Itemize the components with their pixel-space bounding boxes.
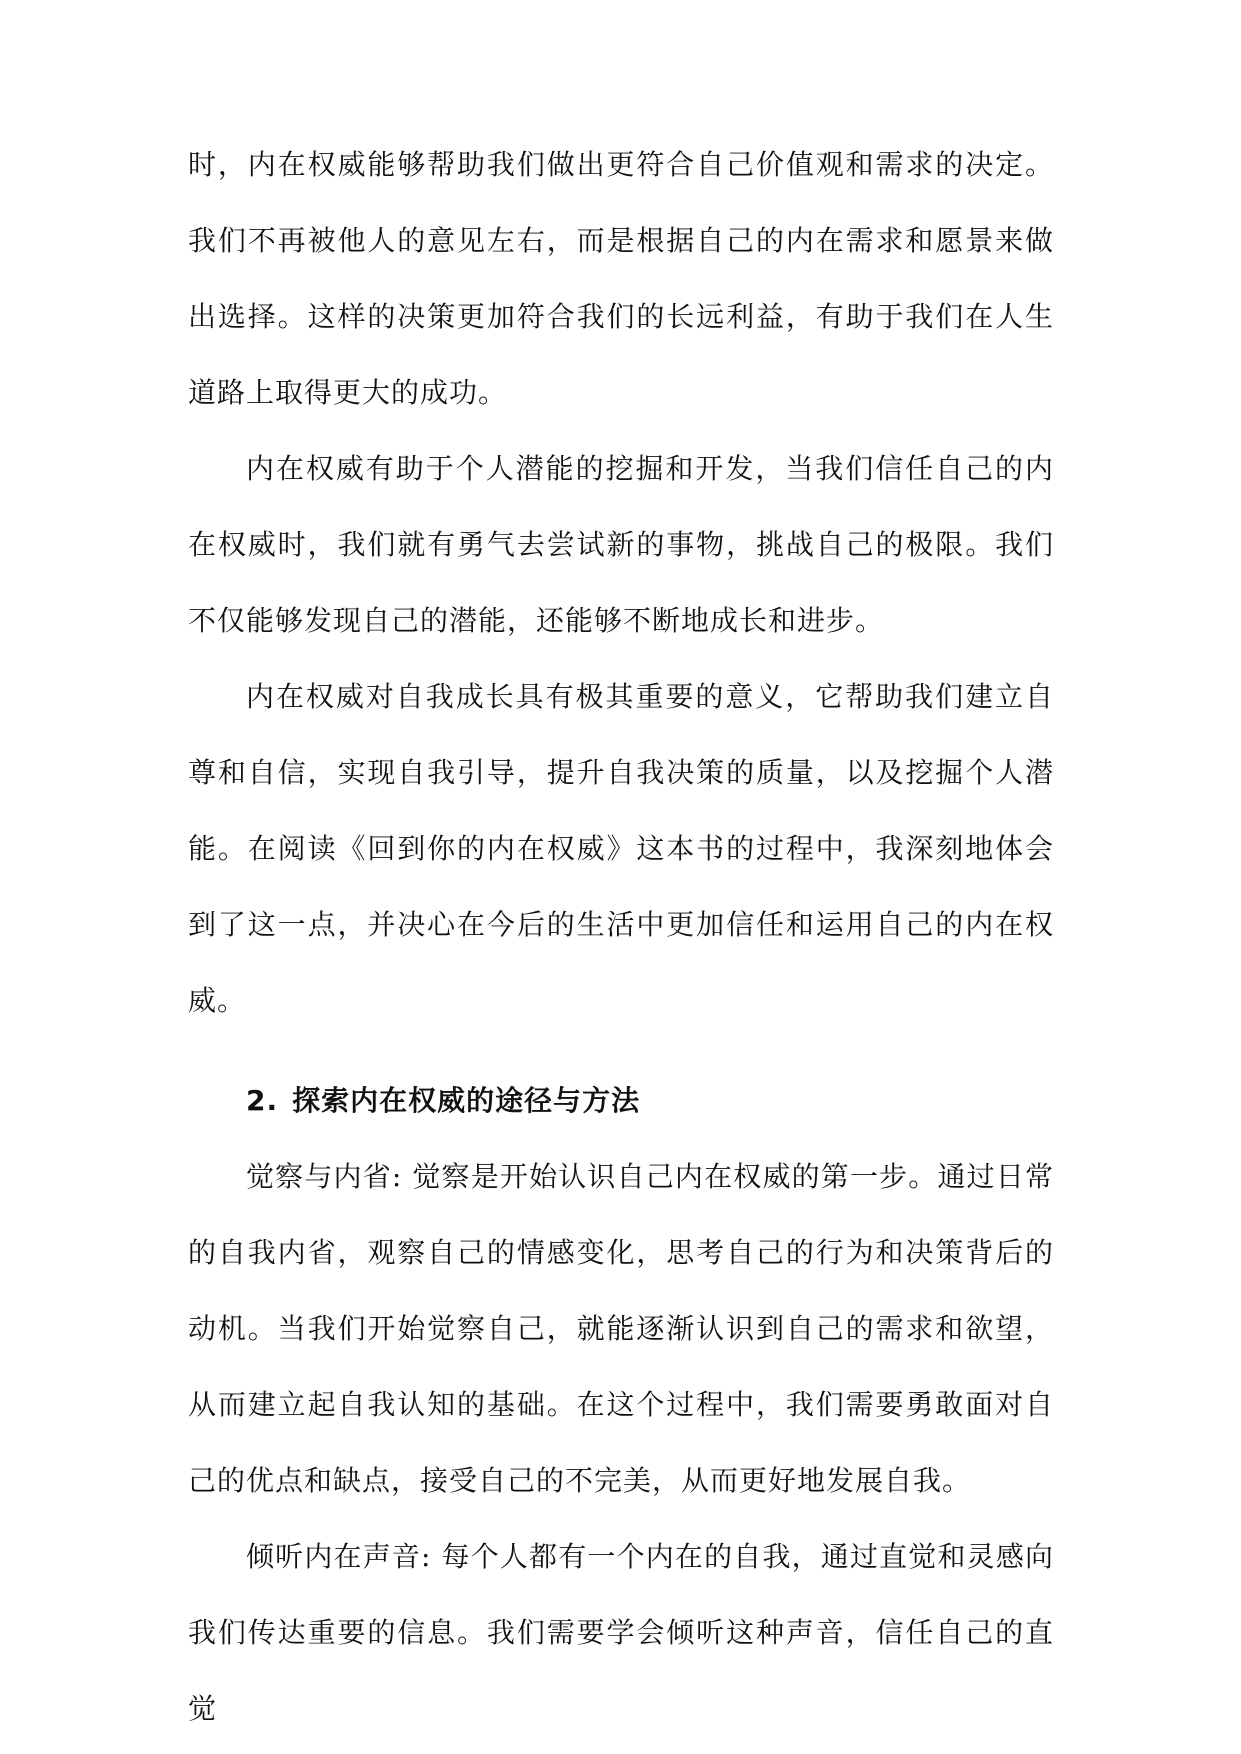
paragraph-4: 觉察与内省: 觉察是开始认识自己内在权威的第一步。通过日常的自我内省，观察自己的情感变化，思考自己的行为和决策背后的动机。当我们开始觉察自己，就能逐渐认识到自己的需求和欲望，从而建立起自我认知的基础。在这个过程中，我们需要勇敢面对自己的优点和缺点，接受自己的不完美，从而更好地发展自我。: [188, 1160, 1054, 1497]
section-heading: [188, 1063, 1054, 1139]
paragraph-1: 时，内在权威能够帮助我们做出更符合自己价值观和需求的决定。我们不再被他人的意见左右，而是根据自己的内在需求和愿景来做出选择。这样的决策更加符合我们的长远利益，有助于我们在人生道路上取得更大的成功。: [188, 148, 1054, 409]
section-title: 探索内在权威的途径与方法: [292, 1084, 641, 1117]
paragraph-5: 倾听内在声音: 每个人都有一个内在的自我，通过直觉和灵感向我们传达重要的信息。我们需要学会倾听这种声音，信任自己的直觉: [188, 1540, 1054, 1725]
document-body: [188, 127, 1054, 1747]
paragraph-2: 内在权威有助于个人潜能的挖掘和开发，当我们信任自己的内在权威时，我们就有勇气去尝试新的事物，挑战自己的极限。我们不仅能够发现自己的潜能，还能够不断地成长和进步。: [188, 452, 1054, 637]
section-number: 2.: [246, 1084, 279, 1117]
paragraph-3: 内在权威对自我成长具有极其重要的意义，它帮助我们建立自尊和自信，实现自我引导，提升自我决策的质量，以及挖掘个人潜能。在阅读《回到你的内在权威》这本书的过程中，我深刻地体会到了这一点，并决心在今后的生活中更加信任和运用自己的内在权威。: [188, 680, 1054, 1017]
